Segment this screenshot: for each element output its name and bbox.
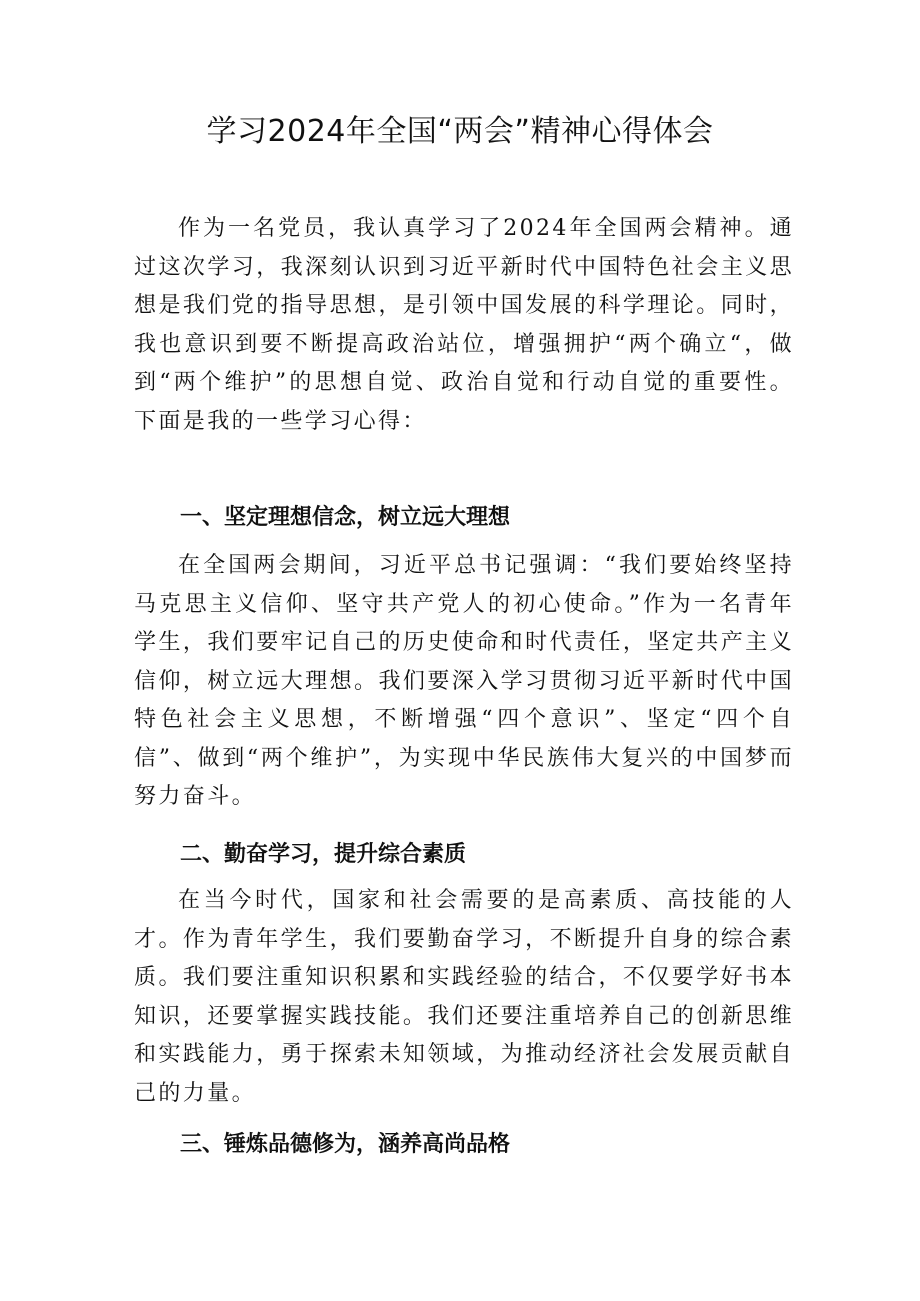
section-heading-1: 一、坚定理想信念，树立远大理想 <box>180 505 511 530</box>
document-title: 学习2024年全国“两会”精神心得体会 <box>206 114 714 149</box>
section-paragraph-2: 在当今时代，国家和社会需要的是高素质、高技能的人才。作为青年学生，我们要勤奋学习，不断提升自身的综合素质。我们要注重知识积累和实践经验的结合，不仅要学好书本知识，还要掌握实践技能。我们还要注重培养自己的创新思维和实践能力，勇于探索未知领域，为推动经济社会发展贡献自己的力量。 <box>134 888 794 1106</box>
section-heading-2: 二、勤奋学习，提升综合素质 <box>180 842 467 867</box>
section-heading-3: 三、锤炼品德修为，涵养高尚品格 <box>180 1132 511 1157</box>
intro-paragraph: 作为一名党员，我认真学习了2024年全国两会精神。通过这次学习，我深刻认识到习近平新时代中国特色社会主义思想是我们党的指导思想，是引领中国发展的科学理论。同时，我也意识到要不断提高政治站位，增强拥护“两个确立“，做到“两个维护”的思想自觉、政治自觉和行动自觉的重要性。下面是我的一些学习心得： <box>134 216 794 434</box>
section-paragraph-1: 在全国两会期间，习近平总书记强调：“我们要始终坚持马克思主义信仰、坚守共产党人的初心使命。”作为一名青年学生，我们要牢记自己的历史使命和时代责任，坚定共产主义信仰，树立远大理想。我们要深入学习贯彻习近平新时代中国特色社会主义思想，不断增强“四个意识”、坚定“四个自信”、做到“两个维护”，为实现中华民族伟大复兴的中国梦而努力奋斗。 <box>134 553 794 809</box>
